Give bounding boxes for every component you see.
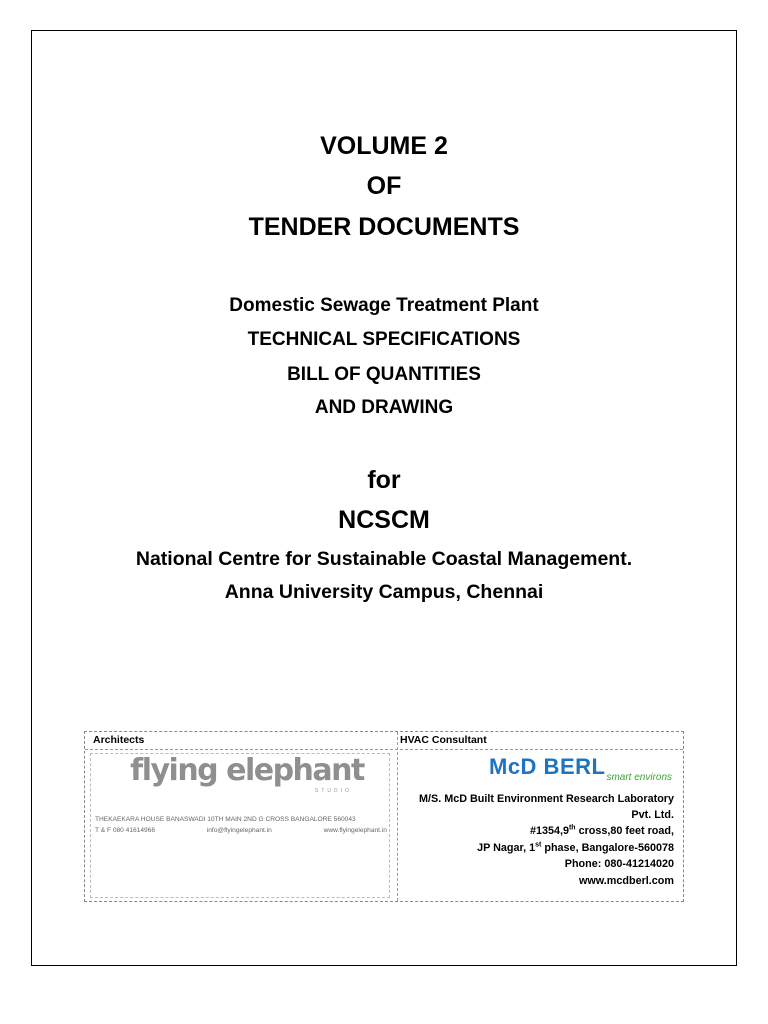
architects-label: Architects bbox=[93, 734, 145, 746]
subtitle-drawing: AND DRAWING bbox=[314, 397, 454, 418]
hvac-address-line1: #1354,9th cross,80 feet road, bbox=[529, 824, 674, 837]
flying-elephant-studio-text: STUDIO bbox=[315, 788, 352, 794]
architect-email: info@flyingelephant.in bbox=[206, 827, 272, 834]
hvac-phone: Phone: 080-41214020 bbox=[564, 858, 674, 870]
subtitle-technical: TECHNICAL SPECIFICATIONS bbox=[247, 329, 521, 350]
hvac-name-line2: Pvt. Ltd. bbox=[631, 809, 674, 821]
architect-contacts bbox=[95, 827, 387, 834]
flying-elephant-logo: flying elephant bbox=[130, 753, 364, 788]
title-tender-documents: TENDER DOCUMENTS bbox=[248, 213, 520, 241]
for-label: for bbox=[367, 466, 401, 494]
architect-web: www.flyingelephant.in bbox=[323, 827, 387, 834]
mcd-berl-logo-main: McD BERL bbox=[489, 754, 606, 779]
client-short: NCSCM bbox=[338, 506, 430, 534]
architect-address: THEKAEKARA HOUSE BANASWADI 10TH MAIN 2ND G CROSS BANGALORE 560043 bbox=[95, 816, 356, 823]
client-location: Anna University Campus, Chennai bbox=[224, 581, 544, 603]
table-column-divider bbox=[397, 732, 398, 901]
title-of: OF bbox=[366, 172, 402, 200]
architect-phone: T & F 080 41614966 bbox=[95, 827, 156, 834]
mcd-berl-logo-tagline: smart environs bbox=[606, 772, 673, 783]
title-volume: VOLUME 2 bbox=[320, 132, 448, 160]
subtitle-plant: Domestic Sewage Treatment Plant bbox=[229, 295, 539, 316]
table-header-divider bbox=[85, 749, 683, 750]
client-full: National Centre for Sustainable Coastal Management. bbox=[135, 548, 633, 570]
subtitle-boq: BILL OF QUANTITIES bbox=[287, 364, 481, 385]
hvac-label: HVAC Consultant bbox=[400, 734, 487, 746]
hvac-website: www.mcdberl.com bbox=[579, 875, 674, 887]
mcd-berl-logo bbox=[489, 754, 673, 783]
hvac-address-line2: JP Nagar, 1st phase, Bangalore-560078 bbox=[477, 841, 674, 854]
hvac-name-line1: M/S. McD Built Environment Research Laboratory bbox=[419, 793, 674, 805]
consultants-table bbox=[84, 731, 684, 902]
